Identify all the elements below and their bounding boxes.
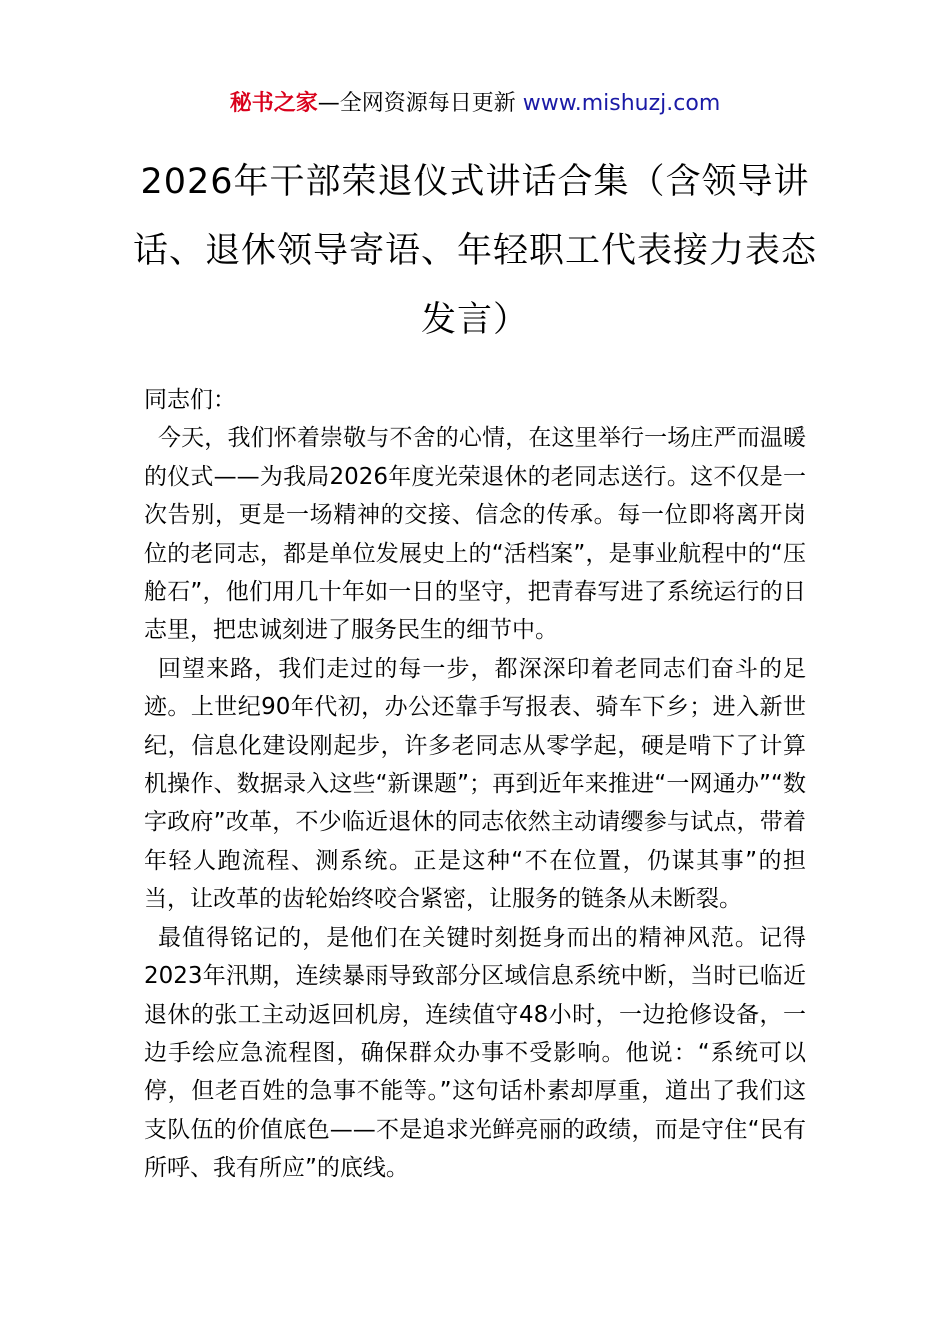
site-brand: 秘书之家 xyxy=(229,91,318,116)
document-title: 2026年干部荣退仪式讲话合集（含领导讲话、退休领导寄语、年轻职工代表接力表态发言） xyxy=(132,162,817,340)
document-body xyxy=(144,381,806,1188)
site-slogan: —全网资源每日更新 xyxy=(317,91,523,116)
site-url-link[interactable]: www.mishuzj.com xyxy=(522,91,721,116)
body-paragraph: 今天，我们怀着崇敬与不舍的心情，在这里举行一场庄严而温暖的仪式——为我局2026年度光荣退休的老同志送行。这不仅是一次告别，更是一场精神的交接、信念的传承。每一位即将离开岗位的老同志，都是单位发展史上的“活档案”，是事业航程中的“压舱石”，他们用几十年如一日的坚守，把青春写进了系统运行的日志里，把忠诚刻进了服务民生的细节中。 xyxy=(144,425,806,644)
body-paragraph: 最值得铭记的，是他们在关键时刻挺身而出的精神风范。记得2023年汛期，连续暴雨导致部分区域信息系统中断，当时已临近退休的张工主动返回机房，连续值守48小时，一边抢修设备，一边手绘应急流程图，确保群众办事不受影响。他说：“系统可以停，但老百姓的急事不能等。”这句话朴素却厚重，道出了我们这支队伍的价值底色——不是追求光鲜亮丽的政绩，而是守住“民有所呼、我有所应”的底线。 xyxy=(144,924,806,1182)
site-header xyxy=(0,88,950,120)
salutation: 同志们： xyxy=(144,387,236,413)
body-paragraph: 回望来路，我们走过的每一步，都深深印着老同志们奋斗的足迹。上世纪90年代初，办公还靠手写报表、骑车下乡；进入新世纪，信息化建设刚起步，许多老同志从零学起，硬是啃下了计算机操作、数据录入这些“新课题”；再到近年来推进“一网通办”“数字政府”改革，不少临近退休的同志依然主动请缨参与试点，带着年轻人跑流程、测系统。正是这种“不在位置，仍谋其事”的担当，让改革的齿轮始终咬合紧密，让服务的链条从未断裂。 xyxy=(144,655,806,913)
